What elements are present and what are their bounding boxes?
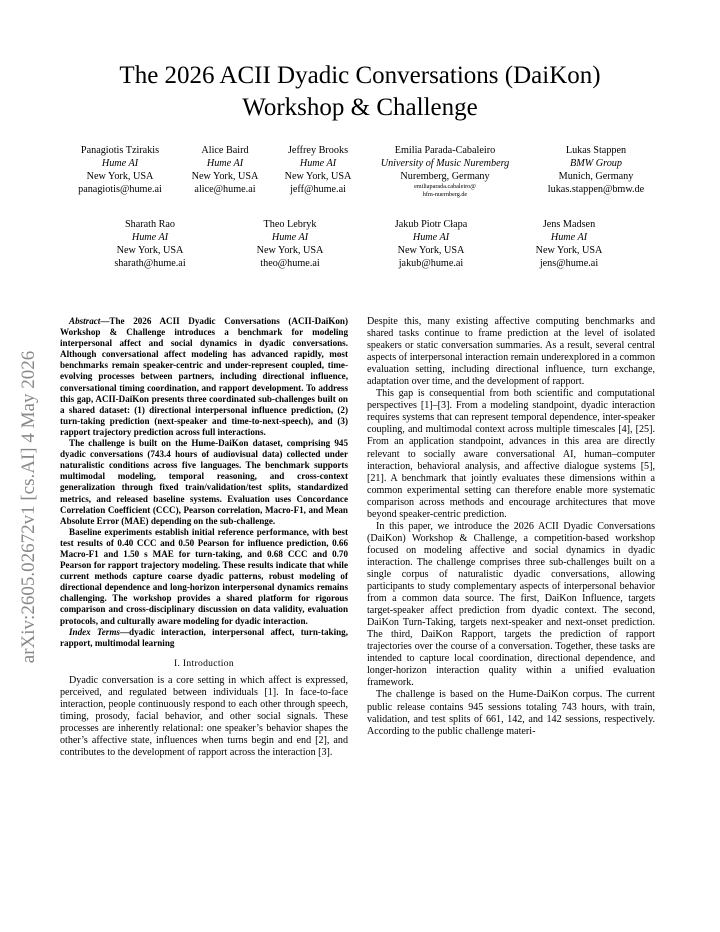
index-terms-label: Index Terms [69,626,120,637]
body-paragraph: The challenge is based on the Hume-DaiKon corpus. The current public release contains 945 sessions totaling 743 hours, with train, validation, and test splits of 661, 142, and 142 sessions, respectively. According to the public challenge materi- [367,689,655,737]
author-affiliation: BMW Group [570,158,622,169]
author-affiliation: Hume AI [271,232,309,243]
author-email: sharath@hume.ai [114,258,186,269]
author-block [368,144,522,199]
author-block [65,144,175,196]
author-block [180,144,270,196]
author-location: New York, USA [116,245,184,256]
arxiv-identifier-stamp: arXiv:2605.02672v1 [cs.AI] 4 May 2026 [18,350,39,664]
author-block [372,218,490,270]
author-location: New York, USA [256,245,324,256]
author-affiliation: Hume AI [206,158,244,169]
author-name: Sharath Rao [124,219,176,230]
author-location: New York, USA [191,171,259,182]
abstract-paragraph-3: Baseline experiments establish initial reference performance, with best test results of 0.40 CCC and 0.50 Pearson for influence prediction, 0.66 Macro-F1 and 1.50 s MAE for turn-taking, and 0.68 CCC and 0.70 Pearson for rapport trajectory modeling. These results indicate that while current methods capture coarse dyadic patterns, robust modeling of directional dependence and long-horizon interpersonal dynamics remains challenging. The workshop provides a shared platform for rigorous comparison and cross-disciplinary discussion on data validity, evaluation protocols, and culturally aware modeling for dyadic interaction. [60,526,348,626]
body-paragraph: This gap is consequential from both scientific and computational perspectives [1]–[3]. From a modeling standpoint, dyadic interaction requires systems that can represent temporal dependence, inter-speaker coupling, and multimodal context across multiple timescales [4], [25]. From an application standpoint, advances in this area are directly relevant to socially aware conversational AI, human–computer interaction, behavioral analysis, and affective dialogue systems [5], [21]. A benchmark that jointly evaluates these dimensions within a common experimental setting can therefore enable more systematic comparison across methods and encourage architectures that move beyond speaker-centric prediction. [367,388,655,520]
author-name: Jens Madsen [542,219,596,230]
left-column [60,316,348,759]
index-terms-text: —dyadic interaction, interpersonal affect, turn-taking, rapport, multimodal learning [60,626,348,648]
abstract-paragraph-1: —The 2026 ACII Dyadic Conversations (ACII-DaiKon) Workshop & Challenge introduces a benchmark for modeling interpersonal affect and social dynamics in dyadic conversations. Although conversational affect modeling has advanced rapidly, most benchmarks remain speaker-centric and under-represent coupled, time-evolving processes between partners, including directional influence, conversational timing coordination, and rapport development. To address this gap, ACII-DaiKon presents three coordinated sub-challenges built on a shared dataset: (1) directional interpersonal influence prediction, (2) turn-taking prediction (next-speaker and time-to-next-speech), and (3) rapport trajectory prediction across full interactions. [60,316,348,437]
author-location: New York, USA [397,245,465,256]
author-block [240,218,340,270]
author-name: Emilia Parada-Cabaleiro [394,145,496,156]
author-email: emiliaparada.cabaleiro@ [414,183,476,190]
index-terms [60,627,348,649]
author-affiliation: Hume AI [550,232,588,243]
author-location: Nuremberg, Germany [400,171,490,182]
author-block [100,218,200,270]
author-affiliation: Hume AI [299,158,337,169]
author-block [530,144,662,196]
author-affiliation: Hume AI [101,158,139,169]
author-email: theo@hume.ai [260,258,320,269]
author-name: Jeffrey Brooks [287,145,349,156]
paper-title-line-2: Workshop & Challenge [242,94,478,121]
author-location: New York, USA [284,171,352,182]
author-email: jakub@hume.ai [398,258,464,269]
author-email: alice@hume.ai [194,184,256,195]
paper-title-line-1: The 2026 ACII Dyadic Conversations (DaiKon) [119,62,601,89]
paper-title [60,60,660,124]
body-paragraph: Despite this, many existing affective computing benchmarks and shared tasks continue to frame prediction at the level of isolated speakers or static conversation summaries. As a result, several central aspects of interpersonal interaction remain underexplored in a common evaluation setting, including directional influence, turn exchange, adaptation over time, and the development of rapport. [367,316,655,388]
body-paragraph: In this paper, we introduce the 2026 ACII Dyadic Conversations (DaiKon) Workshop & Challenge, a competition-based workshop focused on modeling affective and social dynamics in dyadic interaction. The challenge comprises three sub-challenges built on a single corpus of naturalistic dyadic conversations, allowing participants to study complementary aspects of interpersonal behavior from a common data source. The first, DaiKon Influence, targets target-speaker affect prediction from dyadic context. The second, DaiKon Turn-Taking, targets next-speaker and next-onset prediction. The third, DaiKon Rapport, targets the prediction of rapport trajectories over the course of a conversation. Together, these tasks are intended to capture local coordination, directional dependence, and longer-horizon interaction quality within a unified evaluation framework. [367,520,655,689]
author-block [519,218,619,270]
body-paragraph: Dyadic conversation is a core setting in which affect is expressed, perceived, and regulated between individuals [1]. In face-to-face interaction, people continuously respond to each other through speech, timing, prosody, facial behavior, and other social signals. These processes are inherently relational: one speaker’s behavior shapes the other’s affective state, influences when turns begin and end [2], and contributes to the development of rapport across the interaction [3]. [60,674,348,759]
abstract [60,316,348,627]
author-name: Theo Lebryk [263,219,317,230]
author-email-continued: hfm-nuernberg.de [422,191,468,198]
author-block [272,144,364,196]
author-name: Lukas Stappen [565,145,627,156]
author-name: Alice Baird [201,145,249,156]
author-email: panagiotis@hume.ai [78,184,162,195]
right-column [367,316,655,738]
section-heading-introduction: I. Introduction [174,657,234,669]
author-location: New York, USA [86,171,154,182]
abstract-label: Abstract [69,316,101,326]
author-location: Munich, Germany [558,171,634,182]
author-affiliation: Hume AI [412,232,450,243]
author-email: lukas.stappen@bmw.de [547,184,645,195]
author-email: jens@hume.ai [539,258,599,269]
author-location: New York, USA [535,245,603,256]
author-name: Panagiotis Tzirakis [80,145,160,156]
author-email: jeff@hume.ai [290,184,346,195]
author-name: Jakub Piotr Cłapa [394,219,468,230]
author-affiliation: Hume AI [131,232,169,243]
author-affiliation: University of Music Nuremberg [380,158,510,169]
abstract-paragraph-2: The challenge is built on the Hume-DaiKon dataset, comprising 945 dyadic conversations (743.4 hours of audiovisual data) collected under naturalistic conditions across five languages. The benchmark supports multimodal modeling, temporal reasoning, and cross-context generalization through fixed train/validation/test splits, standardized metrics, and released baseline systems. Evaluation uses Concordance Correlation Coefficient (CCC), Pearson correlation, Macro-F1, and Mean Absolute Error (MAE) depending on the sub-challenge. [60,438,348,526]
